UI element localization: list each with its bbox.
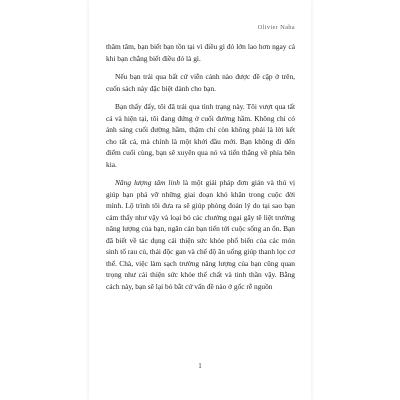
paragraph bbox=[106, 71, 295, 94]
page-number: 1 bbox=[198, 362, 202, 370]
paragraph-italic-lead: Năng lượng tâm linh bbox=[115, 178, 180, 187]
book-page bbox=[89, 0, 311, 400]
paragraph-text: là một giải pháp đơn giản và thú vị giúp bạn phá vỡ những giai đoạn khó khăn trong cuộc đời mình. Lộ trình tôi đưa ra sẽ giúp phòng đoán lý do tại sao bạn cảm thấy như vậy và loại bỏ các chướng ngại gây tê liệt trường năng lượng của bạn, ngăn cản bạn tiến tới cuộc sống an ổn. Bạn đã biết về tác dụng cải thiện sức khỏe phổ biến của các món sinh tố rau củ, thải độc gan và chế độ ăn uống giúp thanh lọc cơ thể. Chà, việc làm sạch trường năng lượng của bạn cũng quan trọng như cải thiện sức khỏe thể chất và tinh thần vậy. Bằng cách này, bạn sẽ lại bỏ bắt cứ vấn đề nào ở gốc rễ nguồn bbox=[106, 178, 296, 291]
paragraph-text: thăm tâm, bạn biết bạn tồn tại vì điều gì đó lớn lao hơn ngay cả khi bạn chẳng biết điều đó là gì. bbox=[106, 42, 295, 63]
paragraph-text: Bạn thấy đấy, tôi đã trải qua tình trạng này. Tôi vượt qua tất cả và hiện tại, tôi đang đứng ở cuối đường hầm. Không chỉ có ánh sáng cuối đường hầm, thậm chí còn không phải là lời kết cho tất cả, mà chính là một khởi đầu mới. Bạn không đi đến điểm cuối cùng, bạn sẽ xuyên qua nó và tiến thẳng về phía bên kia. bbox=[106, 102, 295, 169]
running-head: Olivier Naha bbox=[257, 24, 295, 31]
paragraph bbox=[106, 101, 295, 170]
paragraph bbox=[106, 177, 295, 292]
paragraph-text: Nếu bạn trải qua bất cứ viễn cảnh nào được đề cập ở trên, cuốn sách này đặc biệt dành cho bạn. bbox=[106, 72, 295, 93]
page-body bbox=[106, 41, 295, 299]
paragraph bbox=[106, 41, 295, 64]
